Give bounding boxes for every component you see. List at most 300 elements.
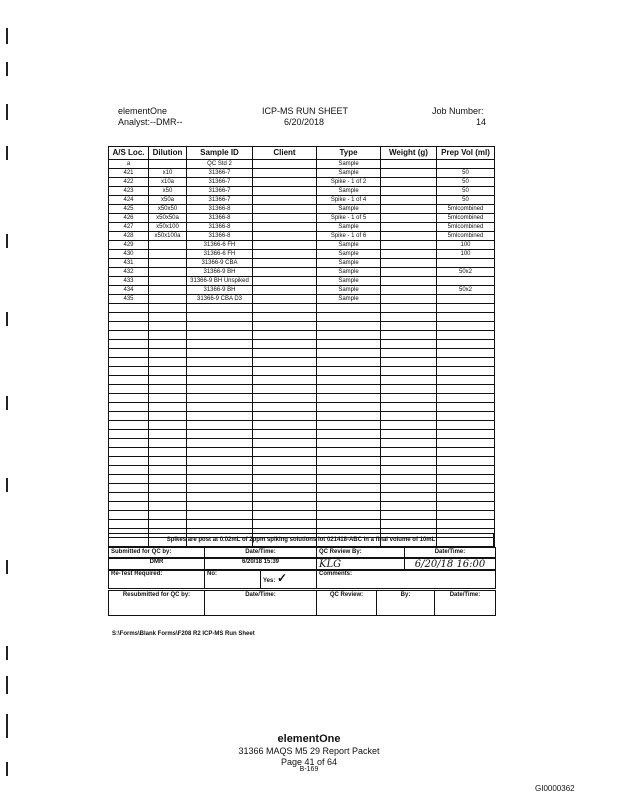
job-number-label: Job Number: xyxy=(432,106,484,116)
table-cell: 432 xyxy=(109,268,149,277)
table-cell: 31366-8 xyxy=(187,232,253,241)
bates-number: GI0000362 xyxy=(535,784,575,793)
blank-cell xyxy=(317,403,381,412)
binder-mark xyxy=(6,146,8,160)
blank-cell xyxy=(317,484,381,493)
blank-cell xyxy=(437,484,495,493)
run-sheet-table xyxy=(108,146,495,547)
table-cell xyxy=(437,160,495,169)
blank-row xyxy=(109,448,495,457)
column-header: Sample ID xyxy=(187,147,253,160)
table-cell xyxy=(253,178,317,187)
blank-cell xyxy=(109,349,149,358)
table-cell: x50x100a xyxy=(149,232,187,241)
blank-cell xyxy=(149,412,187,421)
table-cell xyxy=(149,277,187,286)
blank-cell xyxy=(381,304,437,313)
table-cell xyxy=(381,232,437,241)
blank-cell xyxy=(381,457,437,466)
table-cell: 5mlcombined xyxy=(437,232,495,241)
blank-cell xyxy=(253,520,317,529)
table-cell: Spike - 1 of 4 xyxy=(317,196,381,205)
blank-cell xyxy=(149,493,187,502)
blank-cell xyxy=(187,511,253,520)
table-cell: 50 xyxy=(437,187,495,196)
table-row xyxy=(109,277,495,286)
comments-label: Comments: xyxy=(319,571,353,577)
column-header: A/S Loc. xyxy=(109,147,149,160)
table-cell: 50 xyxy=(437,196,495,205)
blank-cell xyxy=(381,430,437,439)
blank-row xyxy=(109,349,495,358)
table-row xyxy=(109,187,495,196)
blank-cell xyxy=(437,439,495,448)
table-row xyxy=(109,169,495,178)
blank-cell xyxy=(437,322,495,331)
blank-cell xyxy=(253,331,317,340)
blank-cell xyxy=(253,313,317,322)
table-cell: Sample xyxy=(317,187,381,196)
table-cell xyxy=(253,196,317,205)
blank-row xyxy=(109,358,495,367)
analyst-label: Analyst:--DMR-- xyxy=(118,117,183,127)
blank-cell xyxy=(381,313,437,322)
blank-cell xyxy=(109,376,149,385)
table-cell: x10 xyxy=(149,169,187,178)
blank-row xyxy=(109,475,495,484)
blank-cell xyxy=(253,376,317,385)
blank-row xyxy=(109,412,495,421)
blank-row xyxy=(109,502,495,511)
table-cell: 31366-7 xyxy=(187,196,253,205)
table-cell: 428 xyxy=(109,232,149,241)
blank-cell xyxy=(253,367,317,376)
blank-row xyxy=(109,331,495,340)
blank-row xyxy=(109,403,495,412)
blank-cell xyxy=(317,367,381,376)
retest-label: Re-Test Required: xyxy=(109,570,205,588)
table-cell: Sample xyxy=(317,223,381,232)
submitted-datetime: 6/20/18 15:39 xyxy=(205,558,317,570)
blank-row xyxy=(109,376,495,385)
blank-row xyxy=(109,520,495,529)
table-cell: Sample xyxy=(317,169,381,178)
blank-cell xyxy=(109,502,149,511)
blank-cell xyxy=(149,457,187,466)
blank-cell xyxy=(253,421,317,430)
table-row xyxy=(109,232,495,241)
blank-cell xyxy=(381,484,437,493)
blank-cell xyxy=(253,430,317,439)
blank-cell xyxy=(253,412,317,421)
blank-cell xyxy=(149,502,187,511)
blank-row xyxy=(109,340,495,349)
blank-cell xyxy=(109,511,149,520)
page-number: Page 41 of 64 xyxy=(280,757,338,767)
blank-cell xyxy=(149,385,187,394)
blank-cell xyxy=(317,322,381,331)
table-cell xyxy=(381,295,437,304)
blank-cell xyxy=(437,520,495,529)
table-cell: 31366-9 BH xyxy=(187,286,253,295)
table-cell: 424 xyxy=(109,196,149,205)
table-cell: 31366-6 FH xyxy=(187,250,253,259)
blank-cell xyxy=(187,376,253,385)
table-cell: 421 xyxy=(109,169,149,178)
table-cell xyxy=(253,232,317,241)
blank-cell xyxy=(437,466,495,475)
blank-cell xyxy=(381,439,437,448)
blank-cell xyxy=(381,322,437,331)
blank-cell xyxy=(187,385,253,394)
table-cell: 31366-9 CBA D3 xyxy=(187,295,253,304)
binder-mark xyxy=(6,396,8,410)
blank-cell xyxy=(381,475,437,484)
blank-cell xyxy=(187,331,253,340)
blank-cell xyxy=(437,448,495,457)
blank-cell xyxy=(109,430,149,439)
blank-cell xyxy=(187,502,253,511)
blank-cell xyxy=(187,520,253,529)
blank-cell xyxy=(437,358,495,367)
blank-cell xyxy=(149,349,187,358)
binder-mark xyxy=(6,104,8,120)
table-cell xyxy=(437,277,495,286)
qc-review-label: QC Review: xyxy=(317,591,377,615)
blank-cell xyxy=(317,430,381,439)
table-cell xyxy=(381,196,437,205)
blank-cell xyxy=(253,322,317,331)
blank-cell xyxy=(253,466,317,475)
table-cell: 31366-9 BH Unspiked xyxy=(187,277,253,286)
no-label: No: xyxy=(205,570,261,588)
blank-cell xyxy=(317,385,381,394)
table-cell xyxy=(253,160,317,169)
blank-cell xyxy=(317,349,381,358)
table-cell xyxy=(149,241,187,250)
table-cell: 31366-7 xyxy=(187,169,253,178)
blank-row xyxy=(109,367,495,376)
table-header-row xyxy=(109,147,495,160)
blank-cell xyxy=(109,367,149,376)
blank-cell xyxy=(187,367,253,376)
table-cell xyxy=(253,295,317,304)
file-path: S:\Forms\Blank Forms\F208 R2 ICP-MS Run Sheet xyxy=(112,631,255,637)
blank-cell xyxy=(437,304,495,313)
blank-cell xyxy=(109,520,149,529)
column-header: Weight (g) xyxy=(381,147,437,160)
blank-cell xyxy=(437,394,495,403)
blank-cell xyxy=(437,457,495,466)
blank-row xyxy=(109,439,495,448)
datetime-label: Date/Time: xyxy=(434,549,466,555)
table-cell: x50a xyxy=(149,196,187,205)
by-label: By: xyxy=(377,591,435,615)
blank-cell xyxy=(187,412,253,421)
resubmitted-row xyxy=(108,590,496,616)
table-cell: 100 xyxy=(437,241,495,250)
blank-cell xyxy=(253,475,317,484)
blank-cell xyxy=(317,439,381,448)
blank-cell xyxy=(317,511,381,520)
blank-row xyxy=(109,493,495,502)
blank-cell xyxy=(317,331,381,340)
blank-cell xyxy=(149,430,187,439)
blank-cell xyxy=(253,358,317,367)
table-cell: Sample xyxy=(317,259,381,268)
table-cell: x10a xyxy=(149,178,187,187)
blank-cell xyxy=(187,466,253,475)
blank-cell xyxy=(109,466,149,475)
blank-cell xyxy=(187,313,253,322)
column-header: Type xyxy=(317,147,381,160)
table-cell xyxy=(253,268,317,277)
blank-cell xyxy=(149,313,187,322)
blank-cell xyxy=(149,376,187,385)
blank-cell xyxy=(317,358,381,367)
table-cell: 5mlcombined xyxy=(437,205,495,214)
table-cell xyxy=(149,160,187,169)
table-cell xyxy=(253,250,317,259)
blank-cell xyxy=(187,430,253,439)
qc-review-label: QC Review By: xyxy=(317,548,405,558)
blank-cell xyxy=(187,439,253,448)
blank-cell xyxy=(109,484,149,493)
blank-cell xyxy=(149,358,187,367)
blank-cell xyxy=(187,394,253,403)
table-cell: Sample xyxy=(317,295,381,304)
blank-row xyxy=(109,457,495,466)
blank-cell xyxy=(187,475,253,484)
table-cell: Sample xyxy=(317,286,381,295)
report-packet: 31366 MAQS M5 29 Report Packet xyxy=(238,746,380,756)
binder-mark xyxy=(6,28,8,44)
blank-cell xyxy=(437,511,495,520)
blank-cell xyxy=(381,466,437,475)
table-row xyxy=(109,223,495,232)
blank-cell xyxy=(109,412,149,421)
submitted-by: DMR xyxy=(109,558,205,570)
table-cell xyxy=(381,250,437,259)
table-cell: 31366-9 BH xyxy=(187,268,253,277)
table-cell: 427 xyxy=(109,223,149,232)
table-cell: 31366-7 xyxy=(187,178,253,187)
blank-cell xyxy=(149,331,187,340)
table-cell xyxy=(381,286,437,295)
table-cell xyxy=(381,268,437,277)
blank-cell xyxy=(109,322,149,331)
run-date: 6/20/2018 xyxy=(284,117,325,127)
blank-cell xyxy=(187,448,253,457)
blank-cell xyxy=(109,475,149,484)
blank-cell xyxy=(149,403,187,412)
table-row xyxy=(109,196,495,205)
blank-cell xyxy=(317,448,381,457)
sheet-title: ICP-MS RUN SHEET xyxy=(262,106,349,116)
blank-cell xyxy=(437,403,495,412)
table-cell: Sample xyxy=(317,277,381,286)
table-cell: 435 xyxy=(109,295,149,304)
blank-cell xyxy=(317,520,381,529)
blank-cell xyxy=(253,502,317,511)
blank-cell xyxy=(381,511,437,520)
blank-cell xyxy=(109,421,149,430)
submitted-label: Submitted for QC by: xyxy=(109,548,205,558)
table-cell xyxy=(381,277,437,286)
table-cell: 430 xyxy=(109,250,149,259)
table-cell: 50x2 xyxy=(437,286,495,295)
blank-cell xyxy=(187,304,253,313)
table-cell: 31366-6 FH xyxy=(187,241,253,250)
table-cell xyxy=(253,277,317,286)
table-cell: 50 xyxy=(437,178,495,187)
blank-cell xyxy=(187,340,253,349)
blank-cell xyxy=(253,448,317,457)
table-cell: Sample xyxy=(317,268,381,277)
binder-mark xyxy=(6,646,8,660)
table-cell: x50 xyxy=(149,187,187,196)
blank-cell xyxy=(253,304,317,313)
blank-cell xyxy=(381,448,437,457)
table-cell xyxy=(381,160,437,169)
table-cell: QC Std 2 xyxy=(187,160,253,169)
blank-cell xyxy=(253,457,317,466)
blank-cell xyxy=(149,304,187,313)
blank-cell xyxy=(381,493,437,502)
table-cell xyxy=(381,178,437,187)
table-cell: 31366-8 xyxy=(187,223,253,232)
blank-cell xyxy=(149,421,187,430)
table-cell: 425 xyxy=(109,205,149,214)
blank-cell xyxy=(149,520,187,529)
blank-cell xyxy=(437,430,495,439)
table-cell xyxy=(381,214,437,223)
table-cell: 423 xyxy=(109,187,149,196)
table-cell xyxy=(253,205,317,214)
table-cell xyxy=(149,268,187,277)
datetime-label: Date/Time: xyxy=(205,591,317,615)
table-cell: 31366-8 xyxy=(187,214,253,223)
column-header: Client xyxy=(253,147,317,160)
table-cell xyxy=(437,295,495,304)
spike-note: Spikes are post at 0.02mL of 2ppm spiking solutions lot 021418-ABC in a final volume of 10mL xyxy=(108,533,494,547)
blank-cell xyxy=(253,439,317,448)
table-cell: 31366-9 CBA xyxy=(187,259,253,268)
column-header: Dilution xyxy=(149,147,187,160)
blank-cell xyxy=(381,349,437,358)
blank-cell xyxy=(149,394,187,403)
blank-cell xyxy=(109,493,149,502)
blank-cell xyxy=(317,475,381,484)
blank-cell xyxy=(187,484,253,493)
blank-cell xyxy=(149,439,187,448)
blank-cell xyxy=(317,466,381,475)
blank-cell xyxy=(381,403,437,412)
blank-cell xyxy=(253,511,317,520)
blank-cell xyxy=(381,520,437,529)
blank-cell xyxy=(317,493,381,502)
binder-mark xyxy=(6,560,8,574)
blank-cell xyxy=(437,376,495,385)
blank-cell xyxy=(187,358,253,367)
blank-cell xyxy=(437,313,495,322)
blank-cell xyxy=(437,475,495,484)
table-cell xyxy=(381,187,437,196)
binder-mark xyxy=(6,62,8,76)
blank-cell xyxy=(317,457,381,466)
table-cell: a xyxy=(109,160,149,169)
blank-cell xyxy=(109,340,149,349)
table-cell: 431 xyxy=(109,259,149,268)
datetime-label: Date/Time: xyxy=(449,592,481,598)
blank-row xyxy=(109,511,495,520)
job-number: 14 xyxy=(476,117,487,127)
table-cell: Sample xyxy=(317,205,381,214)
blank-cell xyxy=(253,394,317,403)
blank-cell xyxy=(109,457,149,466)
table-row xyxy=(109,178,495,187)
retest-row xyxy=(108,569,496,589)
table-row xyxy=(109,268,495,277)
table-cell: 50 xyxy=(437,169,495,178)
blank-cell xyxy=(437,331,495,340)
checkmark-icon: ✓ xyxy=(277,571,288,585)
footer-brand: elementOne xyxy=(277,733,341,745)
table-cell: 31366-8 xyxy=(187,205,253,214)
blank-cell xyxy=(317,412,381,421)
blank-cell xyxy=(317,304,381,313)
table-row xyxy=(109,286,495,295)
table-row xyxy=(109,160,495,169)
blank-cell xyxy=(149,484,187,493)
blank-cell xyxy=(149,475,187,484)
blank-cell xyxy=(381,385,437,394)
blank-row xyxy=(109,484,495,493)
yes-field xyxy=(261,570,317,588)
blank-cell xyxy=(437,340,495,349)
blank-cell xyxy=(317,340,381,349)
blank-cell xyxy=(109,385,149,394)
blank-cell xyxy=(437,412,495,421)
blank-cell xyxy=(109,331,149,340)
blank-cell xyxy=(109,358,149,367)
blank-cell xyxy=(253,340,317,349)
blank-row xyxy=(109,322,495,331)
table-cell xyxy=(253,259,317,268)
table-cell: x50x50 xyxy=(149,205,187,214)
table-cell xyxy=(149,286,187,295)
table-cell xyxy=(149,250,187,259)
qc-review-datetime: 6/20/18 16:00 xyxy=(414,559,486,570)
blank-cell xyxy=(109,403,149,412)
resubmitted-label: Resubmitted for QC by: xyxy=(109,591,205,615)
table-cell: Sample xyxy=(317,250,381,259)
table-cell xyxy=(381,259,437,268)
blank-cell xyxy=(437,421,495,430)
blank-cell xyxy=(381,412,437,421)
table-cell: Spike - 1 of 2 xyxy=(317,178,381,187)
page-stamp: B-169 xyxy=(299,766,319,773)
table-cell xyxy=(253,169,317,178)
qc-reviewer-signature: KLG xyxy=(317,558,405,570)
table-cell xyxy=(253,214,317,223)
blank-row xyxy=(109,385,495,394)
binder-mark xyxy=(6,478,8,492)
blank-cell xyxy=(437,493,495,502)
blank-cell xyxy=(253,484,317,493)
blank-cell xyxy=(381,421,437,430)
table-cell: x50x100 xyxy=(149,223,187,232)
